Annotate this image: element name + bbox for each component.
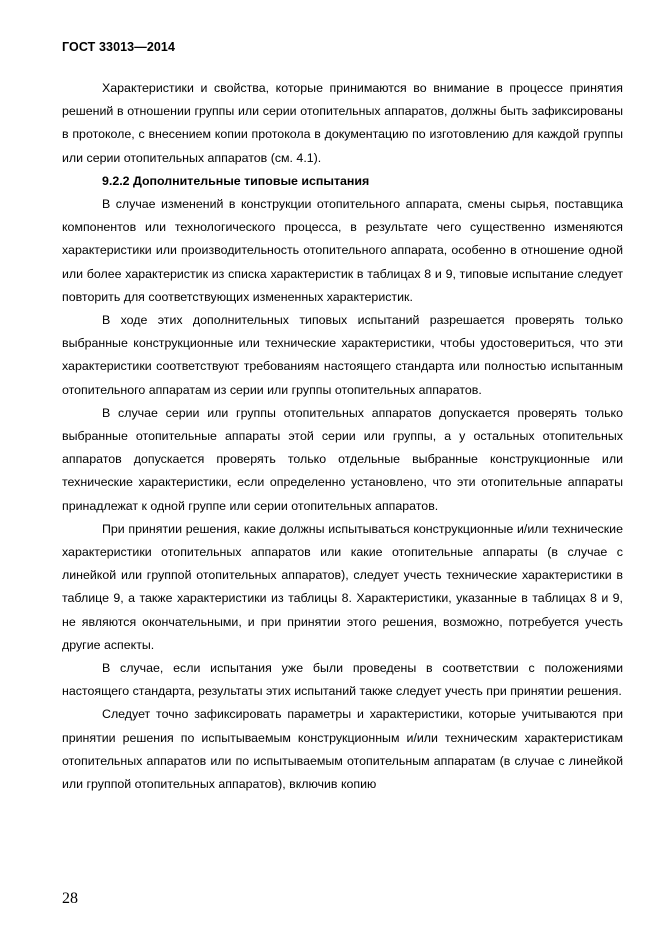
paragraph-1: Характеристики и свойства, которые принимаются во внимание в процессе принятия решений в отношении группы или серии отопительных аппаратов, должны быть зафиксированы в протоколе, с внесением копии протокола в документацию по изготовлению для каждой группы или серии отопительных аппаратов (см. 4.1). xyxy=(62,81,623,165)
paragraph-2: В случае изменений в конструкции отопительного аппарата, смены сырья, поставщика компонентов или технологического процесса, в результате чего существенно изменяются характеристики или производительность отопительного аппарата, особенно в отношение одной или более характеристик из списка характеристик в таблицах 8 и 9, типовые испытание следует повторить для соответствующих измененных характеристик. xyxy=(62,197,623,304)
document-header: ГОСТ 33013—2014 xyxy=(62,40,176,54)
paragraph-7: Следует точно зафиксировать параметры и характеристики, которые учитываются при принятии решения по испытываемым конструкционным и/или техническим характеристикам отопительных аппаратов или по испытываемым отопительным аппаратам (в случае с линейкой или группой отопительных аппаратов), включив копию xyxy=(62,707,623,792)
paragraph-5: При принятии решения, какие должны испытываться конструкционные и/или технические характеристики отопительных аппаратов или какие отопительные аппараты (в случае с линейкой или группой отопительных аппаратов), следует учесть технические характеристики в таблице 9, а также характеристики из таблицы 8. Характеристики, указанные в таблицах 8 и 9, не являются окончательными, и при принятии этого решения, возможно, потребуется учесть другие аспекты. xyxy=(62,521,623,652)
paragraph-4: В случае серии или группы отопительных аппаратов допускается проверять только выбранные отопительные аппараты этой серии или группы, а у остальных отопительных аппаратов допускается проверять только отдельные выбранные конструкционные или технические характеристики, если определенно установлено, что эти отопительные аппараты принадлежат к одной группе или серии отопительных аппаратов. xyxy=(62,405,623,513)
section-heading: 9.2.2 Дополнительные типовые испытания xyxy=(102,173,370,188)
page-number: 28 xyxy=(62,890,78,907)
document-body xyxy=(62,77,623,796)
paragraph-3: В ходе этих дополнительных типовых испытаний разрешается проверять только выбранные конструкционные или технические характеристики, чтобы удостовериться, что эти характеристики соответствуют требованиям настоящего стандарта или полностью испытанным отопительного аппаратам из серии или группы отопительных аппаратов. xyxy=(62,313,623,397)
paragraph-6: В случае, если испытания уже были проведены в соответствии с положениями настоящего стандарта, результаты этих испытаний также следует учесть при принятии решения. xyxy=(62,661,623,699)
